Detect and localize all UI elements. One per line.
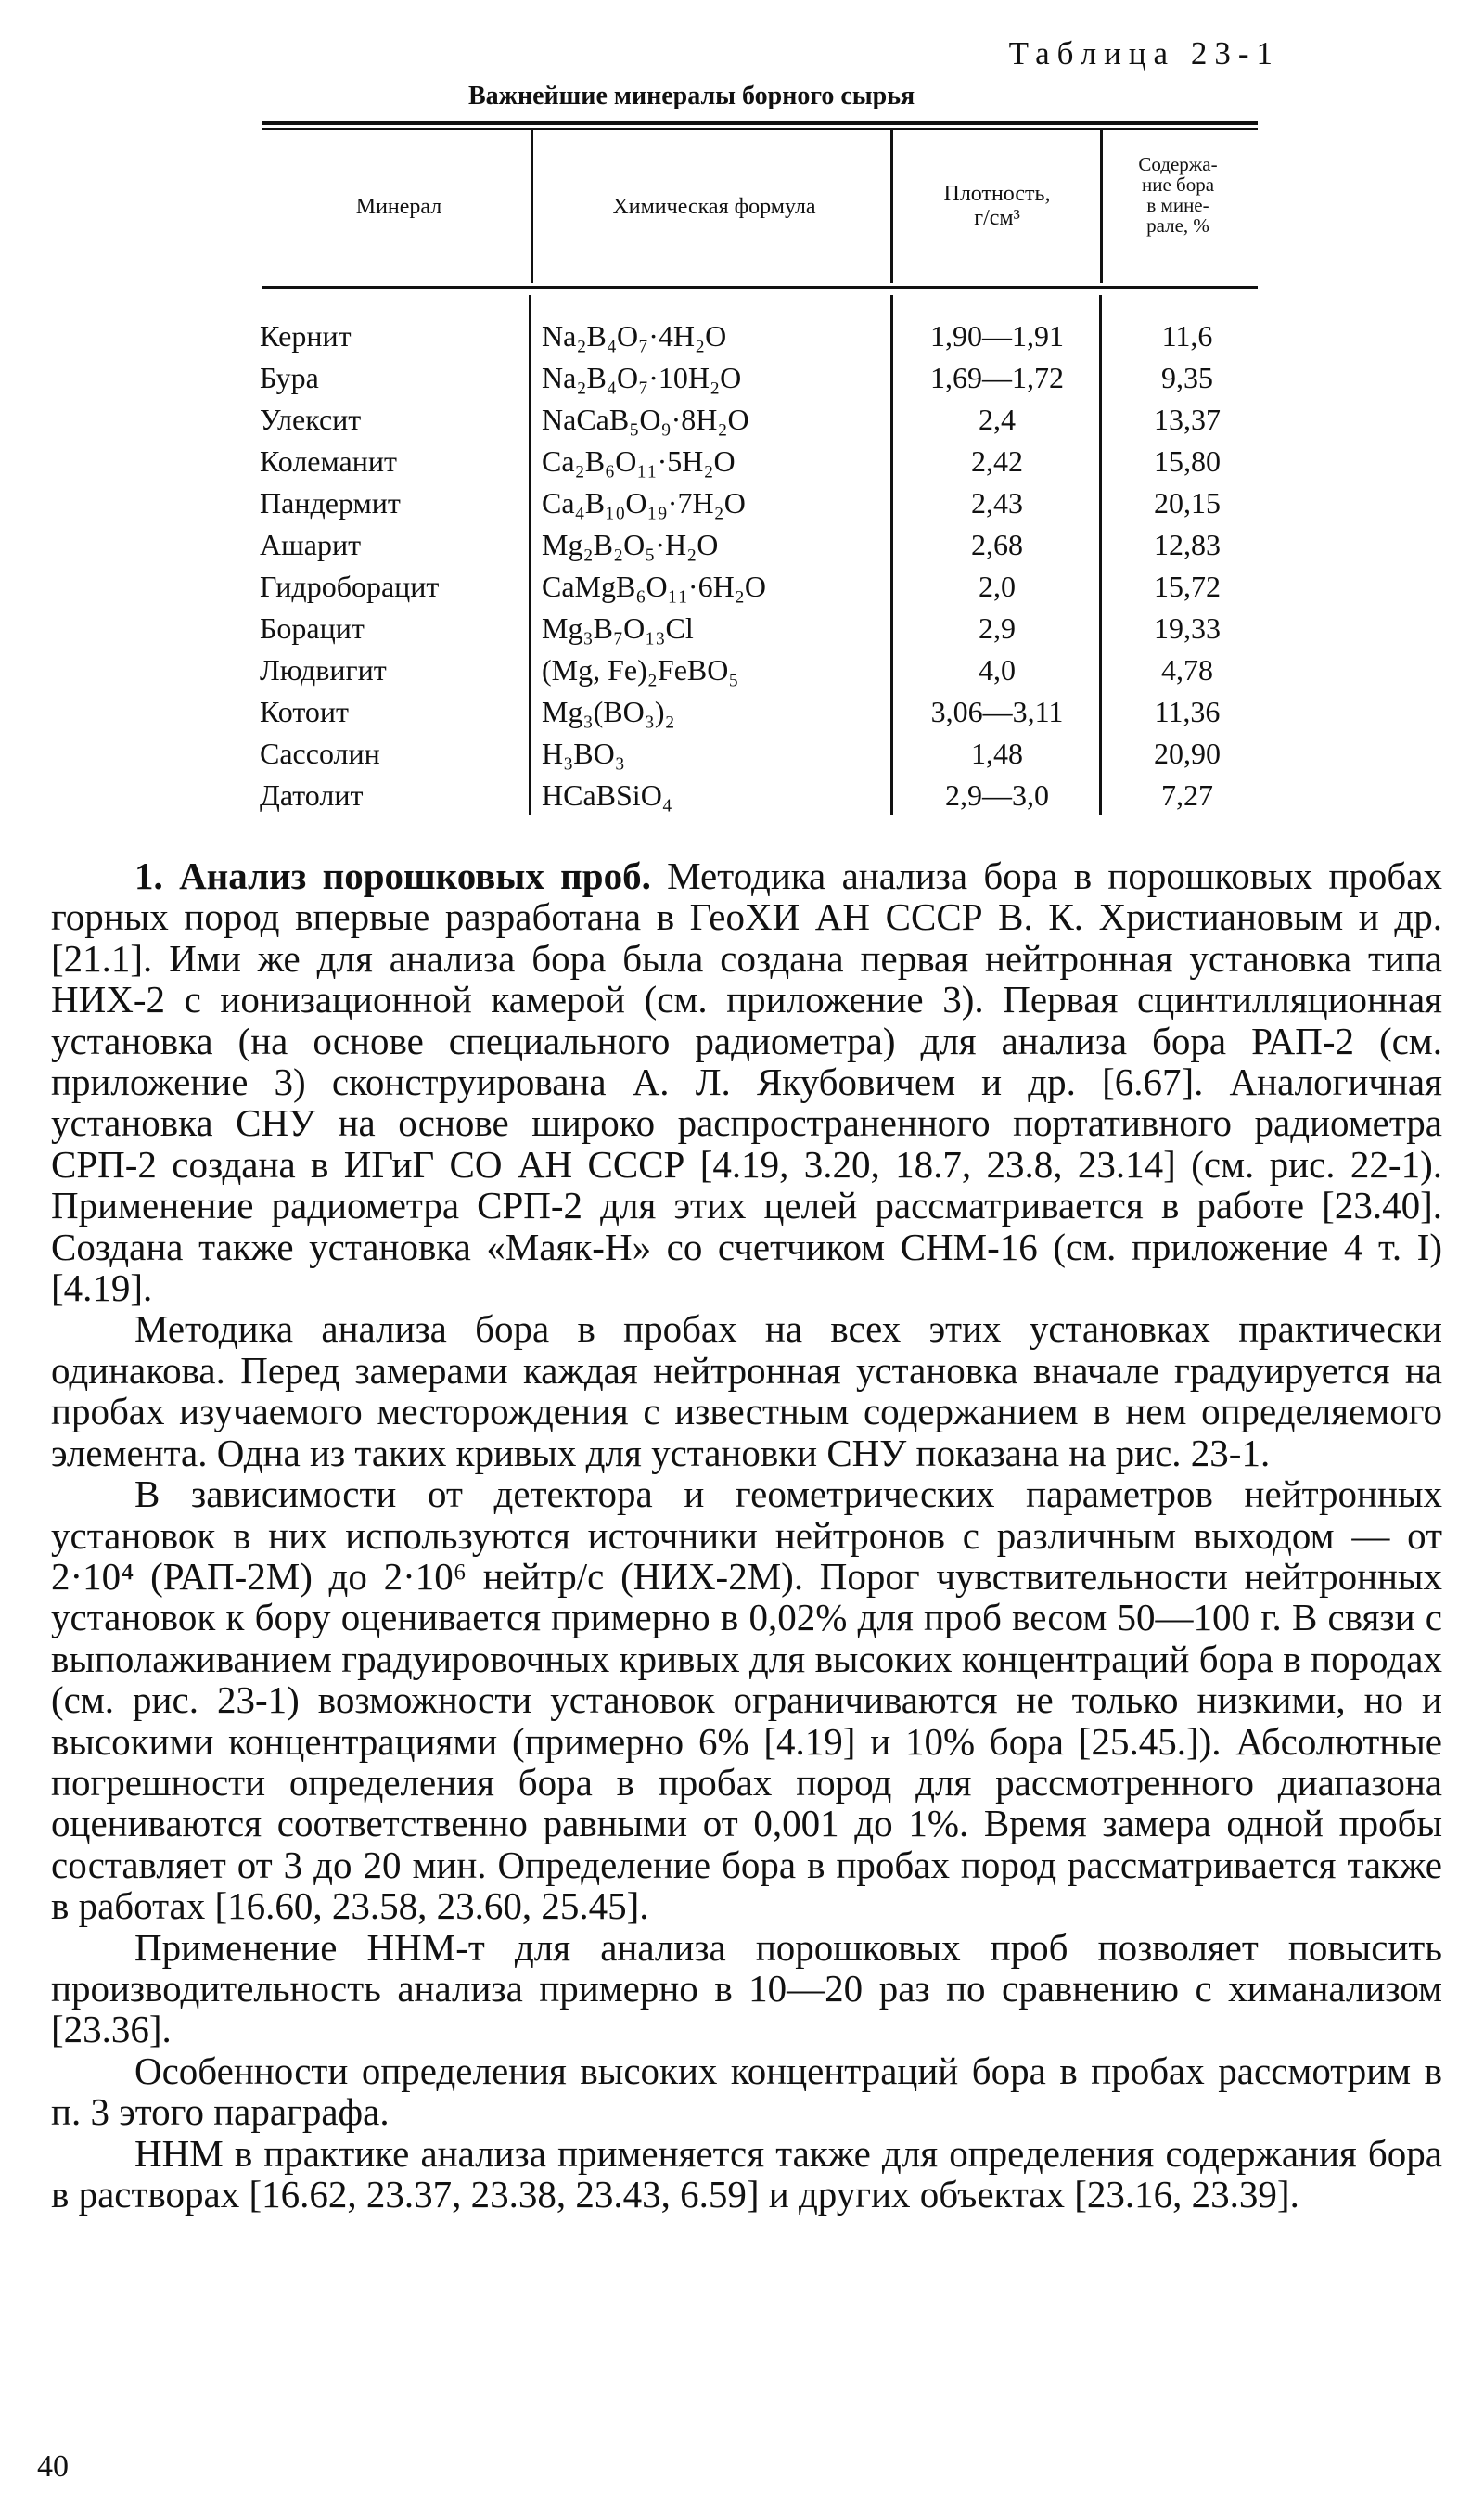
cell-mineral: Колеманит — [260, 444, 397, 478]
header-mineral: Минерал — [355, 195, 442, 219]
column-divider — [890, 295, 893, 815]
cell-density: 1,48 — [971, 737, 1023, 770]
paragraph — [51, 855, 1442, 1308]
column-divider — [890, 130, 893, 283]
cell-formula: Mg₃B₇O₁₃Cl — [542, 611, 694, 645]
cell-boron: 7,27 — [1161, 778, 1213, 812]
cell-mineral: Борацит — [260, 611, 365, 645]
header-formula: Химическая формула — [612, 195, 816, 219]
cell-boron: 20,15 — [1154, 486, 1221, 520]
cell-formula: Mg₃(BO₃)₂ — [542, 695, 675, 728]
table-top-rule-thin — [262, 128, 1258, 130]
cell-mineral: Людвигит — [260, 653, 387, 687]
cell-formula: Ca₂B₆O₁₁·5H₂O — [542, 444, 736, 478]
cell-mineral: Гидроборацит — [260, 570, 440, 603]
cell-density: 2,4 — [979, 403, 1016, 436]
cell-mineral: Котоит — [260, 695, 349, 728]
header-boron — [1104, 154, 1252, 236]
cell-density: 1,69—1,72 — [930, 361, 1064, 394]
cell-boron: 13,37 — [1154, 403, 1221, 436]
paragraph: Применение ННМ-т для анализа порошковых проб позволяет повысить производительность анализа примерно в 10—20 раз по сравнению с химанализом [23.36]. — [51, 1925, 1442, 2051]
cell-density: 1,90—1,91 — [930, 319, 1064, 353]
cell-formula: (Mg, Fe)₂FeBO₅ — [542, 653, 739, 687]
cell-mineral: Сассолин — [260, 737, 380, 770]
paragraph: Особенности определения высоких концентраций бора в пробах рассмотрим в п. 3 этого параграфа. — [51, 2049, 1442, 2134]
cell-boron: 12,83 — [1154, 528, 1221, 561]
table-title: Важнейшие минералы борного сырья — [468, 82, 915, 110]
cell-boron: 9,35 — [1161, 361, 1213, 394]
cell-density: 2,68 — [971, 528, 1023, 561]
column-divider — [531, 130, 533, 283]
cell-density: 2,43 — [971, 486, 1023, 520]
cell-formula: Na₂B₄O₇·4H₂O — [542, 319, 727, 353]
cell-formula: Na₂B₄O₇·10H₂O — [542, 361, 742, 394]
cell-formula: H₃BO₃ — [542, 737, 625, 770]
page-number: 40 — [37, 2449, 69, 2484]
cell-boron: 11,36 — [1154, 695, 1221, 728]
body-text — [51, 855, 1442, 2215]
cell-mineral: Пандермит — [260, 486, 401, 520]
cell-boron: 4,78 — [1161, 653, 1213, 687]
paragraph: ННМ в практике анализа применяется также для определения содержания бора в растворах [16.62, 23.37, 23.38, 23.43, 6.59] и других объектах [23.16, 23.39]. — [51, 2131, 1442, 2216]
header-density — [895, 182, 1099, 230]
cell-density: 4,0 — [979, 653, 1016, 687]
section-heading: 1. Анализ порошковых проб. — [134, 854, 651, 897]
cell-formula: NaCaB₅O₉·8H₂O — [542, 403, 749, 436]
table-top-rule — [262, 121, 1258, 125]
paragraph-text: Методика анализа бора в порошковых пробах горных пород впервые разработана в ГеоХИ АН СССР В. К. Христиановым и др. [21.1]. Ими же для анализа бора была создана первая нейтронная установка типа НИХ-2 с ионизационной камерой (см. приложение 3). Первая сцинтилляционная установка (на основе специального радиометра) для анализа бора РАП-2 (см. приложение 3) сконструирована А. Л. Якубовичем и др. [6.67]. Аналогичная установка СНУ на основе широко распространенного портативного радиометра СРП-2 создана в ИГиГ СО АН СССР [4.19, 3.20, 18.7, 23.8, 23.14] (см. рис. 22-1). Применение радиометра СРП-2 для этих целей рассматривается в работе [23.40]. Создана также установка «Маяк-Н» со счетчиком СНМ-16 (см. приложение 4 т. I) [4.19]. — [51, 854, 1442, 1310]
cell-density: 2,9—3,0 — [945, 778, 1049, 812]
header-boron-line1: Содержа- — [1138, 153, 1218, 175]
cell-mineral: Кернит — [260, 319, 352, 353]
paragraph: Методика анализа бора в пробах на всех этих установках практически одинакова. Перед замерами каждая нейтронная установка вначале градуируется на пробах изучаемого месторождения с известным содержанием в нем определяемого элемента. Одна из таких кривых для установки СНУ показана на рис. 23-1. — [51, 1307, 1442, 1474]
table-number: Таблица 23-1 — [1008, 35, 1280, 71]
header-density-line2: г/см³ — [974, 206, 1020, 230]
cell-density: 2,42 — [971, 444, 1023, 478]
cell-formula: HCaBSiO₄ — [542, 778, 672, 812]
column-divider — [1100, 130, 1103, 283]
header-density-line1: Плотность, — [943, 182, 1051, 206]
cell-boron: 20,90 — [1154, 737, 1221, 770]
cell-density: 2,0 — [979, 570, 1016, 603]
header-boron-line4: рале, % — [1146, 214, 1209, 237]
cell-density: 2,9 — [979, 611, 1016, 645]
cell-formula: Ca₄B₁₀O₁₉·7H₂O — [542, 486, 746, 520]
cell-mineral: Датолит — [260, 778, 364, 812]
cell-boron: 15,72 — [1154, 570, 1221, 603]
header-boron-line3: в мине- — [1146, 194, 1209, 216]
cell-boron: 15,80 — [1154, 444, 1221, 478]
table-header-rule — [262, 286, 1258, 289]
cell-mineral: Бура — [260, 361, 319, 394]
cell-formula: Mg₂B₂O₅·H₂O — [542, 528, 719, 561]
column-divider — [1099, 295, 1102, 815]
paragraph: В зависимости от детектора и геометрических параметров нейтронных установок в них используются источники нейтронов с различным выходом — от 2·10⁴ (РАП-2М) до 2·10⁶ нейтр/с (НИХ-2М). Порог чувствительности нейтронных установок к бору оценивается примерно в 0,02% для проб весом 50—100 г. В связи с выполаживанием градуировочных кривых для высоких концентраций бора в породах (см. рис. 23-1) возможности установок ограничиваются не только низкими, но и высокими концентрациями (примерно 6% [4.19] и 10% бора [25.45.]). Абсолютные погрешности определения бора в пробах пород для рассмотренного диапазона оцениваются соответственно равными от 0,001 до 1%. Время замера одной пробы составляет от 3 до 20 мин. Определение бора в пробах пород рассматривается также в работах [16.60, 23.58, 23.60, 25.45]. — [51, 1472, 1442, 1928]
cell-boron: 11,6 — [1161, 319, 1213, 353]
header-boron-line2: ние бора — [1141, 173, 1215, 196]
column-divider — [529, 295, 531, 815]
cell-mineral: Улексит — [260, 403, 362, 436]
cell-formula: CaMgB₆O₁₁·6H₂O — [542, 570, 766, 603]
cell-density: 3,06—3,11 — [930, 695, 1064, 728]
cell-mineral: Ашарит — [260, 528, 362, 561]
cell-boron: 19,33 — [1154, 611, 1221, 645]
